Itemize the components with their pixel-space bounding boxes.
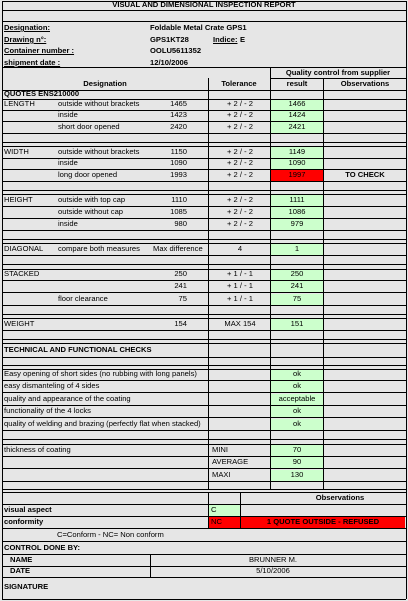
row-divider xyxy=(2,468,406,469)
length-row-nominal: 2420 xyxy=(170,122,187,131)
stacked-row-desc: floor clearance xyxy=(58,294,108,303)
row-divider xyxy=(2,444,406,445)
qc-supplier-header: Quality control from supplier xyxy=(285,68,391,77)
row-divider xyxy=(2,481,406,482)
length-row-result: 1466 xyxy=(288,99,306,108)
row-divider xyxy=(2,504,406,505)
height-row-nominal: 1085 xyxy=(170,207,187,216)
row-divider xyxy=(2,158,406,159)
coating-value: 90 xyxy=(292,457,302,466)
designation-header: Designation xyxy=(83,79,127,88)
length-row-desc: inside xyxy=(58,110,78,119)
coating-level: AVERAGE xyxy=(212,457,249,466)
report-title: VISUAL AND DIMENSIONAL INSPECTION REPORT xyxy=(112,0,296,9)
result-header: result xyxy=(286,79,308,88)
row-divider xyxy=(2,239,406,240)
conformity-label: conformity xyxy=(4,517,44,526)
row-divider xyxy=(2,492,406,493)
length-row-desc: outside without brackets xyxy=(58,99,140,108)
width-row-desc: long door opened xyxy=(58,170,118,179)
stacked-row-result: 75 xyxy=(292,294,302,303)
height-row-desc: outside without cap xyxy=(58,207,124,216)
row-divider xyxy=(2,67,406,68)
row-divider xyxy=(2,255,406,256)
check-label: easy dismanteling of 4 sides xyxy=(4,381,100,390)
length-row-nominal: 1465 xyxy=(170,99,187,108)
row-divider xyxy=(2,10,406,11)
row-divider xyxy=(2,577,406,578)
row-divider xyxy=(2,90,406,91)
width-row-desc: inside xyxy=(58,158,78,167)
weight-label: WEIGHT xyxy=(4,319,35,328)
control-date-value: 5/10/2006 xyxy=(256,566,290,575)
width-row-result: 1997 xyxy=(288,170,306,179)
row-divider xyxy=(2,541,406,542)
coating-level: MINI xyxy=(212,445,229,454)
height-row-nominal: 1110 xyxy=(171,195,187,204)
length-row-tolerance: + 2 / - 2 xyxy=(227,110,253,119)
length-label: LENGTH xyxy=(4,99,35,108)
check-result: ok xyxy=(292,406,302,415)
row-divider xyxy=(2,314,406,315)
row-divider xyxy=(2,292,406,293)
shipment-value: 12/10/2006 xyxy=(150,58,189,67)
row-divider xyxy=(2,343,406,344)
row-divider xyxy=(2,405,406,406)
check-label: quality and appearance of the coating xyxy=(4,394,131,403)
row-divider xyxy=(2,264,406,265)
shipment-label: shipment date : xyxy=(4,58,61,67)
diagonal-tolerance: 4 xyxy=(237,244,243,253)
length-row-desc: short door opened xyxy=(58,122,120,131)
diagonal-max-difference: Max difference xyxy=(153,244,203,253)
stacked-row-nominal: 250 xyxy=(174,269,187,278)
container-value: OOLU5611352 xyxy=(150,46,202,55)
height-row-result: 1086 xyxy=(288,207,306,216)
row-divider xyxy=(2,133,406,134)
check-label: quality of welding and brazing (perfectly flat when stacked) xyxy=(4,419,201,428)
row-divider xyxy=(2,430,406,431)
check-result: ok xyxy=(292,381,302,390)
conformity-code: NC xyxy=(211,517,222,526)
row-divider xyxy=(2,330,406,331)
height-row-tolerance: + 2 / - 2 xyxy=(227,195,253,204)
stacked-row-nominal: 241 xyxy=(174,281,187,290)
row-divider xyxy=(2,339,406,340)
result-column-divider xyxy=(270,67,271,489)
row-divider xyxy=(2,554,406,555)
sheet-right-border xyxy=(406,1,407,599)
diagonal-result: 1 xyxy=(294,244,300,253)
row-divider xyxy=(2,318,406,319)
drawing-label: Drawing n°: xyxy=(4,35,47,44)
stacked-row-tolerance: + 1 / - 1 xyxy=(227,294,253,303)
row-divider xyxy=(2,380,406,381)
check-result: ok xyxy=(292,419,302,428)
sheet-top-border xyxy=(2,1,406,2)
drawing-value: GPS1KT28 xyxy=(150,35,189,44)
height-row-desc: inside xyxy=(58,219,78,228)
designation-value: Foldable Metal Crate GPS1 xyxy=(150,23,247,32)
stacked-row-result: 250 xyxy=(290,269,304,278)
visual-aspect-code: C xyxy=(211,505,217,514)
diagonal-desc: compare both measures xyxy=(58,244,140,253)
row-divider xyxy=(2,516,406,517)
observation-column-divider xyxy=(323,78,324,489)
conformity-legend: C=Conform - NC= Non conform xyxy=(57,530,164,539)
row-divider xyxy=(2,110,406,111)
row-divider xyxy=(2,190,406,191)
row-divider xyxy=(2,269,406,270)
control-date-label: DATE xyxy=(10,566,31,575)
row-divider xyxy=(2,369,406,370)
row-divider xyxy=(270,78,406,79)
row-divider xyxy=(2,305,406,306)
height-row-desc: outside with top cap xyxy=(58,195,126,204)
tolerance-header: Tolerance xyxy=(221,79,257,88)
row-divider xyxy=(2,528,406,529)
width-row-desc: outside without brackets xyxy=(58,147,140,156)
sheet-left-border xyxy=(2,1,3,599)
row-divider xyxy=(2,181,406,182)
length-row-nominal: 1423 xyxy=(170,110,187,119)
row-divider xyxy=(2,280,406,281)
visual-aspect-label: visual aspect xyxy=(4,505,52,514)
row-divider xyxy=(2,392,406,393)
height-row-tolerance: + 2 / - 2 xyxy=(227,219,253,228)
control-divider xyxy=(150,554,151,577)
indice-value: E xyxy=(240,35,246,44)
width-row-observation: TO CHECK xyxy=(345,170,385,179)
row-divider xyxy=(2,194,406,195)
row-divider xyxy=(2,489,406,490)
sheet-bottom-border xyxy=(2,599,406,600)
conformity-observation: 1 QUOTE OUTSIDE - REFUSED xyxy=(266,517,380,526)
height-label: HEIGHT xyxy=(4,195,33,204)
row-divider xyxy=(2,566,406,567)
signature-label: SIGNATURE xyxy=(4,582,49,591)
row-divider xyxy=(2,21,406,22)
width-row-tolerance: + 2 / - 2 xyxy=(227,170,253,179)
stacked-row-nominal: 75 xyxy=(178,294,187,303)
check-label: functionality of the 4 locks xyxy=(4,406,91,415)
width-label: WIDTH xyxy=(4,147,29,156)
coating-label: thickness of coating xyxy=(4,445,71,454)
summary-observation-divider xyxy=(240,492,241,528)
row-divider xyxy=(2,169,406,170)
row-divider xyxy=(2,357,406,358)
row-divider xyxy=(2,230,406,231)
row-divider xyxy=(2,243,406,244)
height-row-tolerance: + 2 / - 2 xyxy=(227,207,253,216)
width-row-tolerance: + 2 / - 2 xyxy=(227,158,253,167)
designation-label: Designation: xyxy=(4,23,50,32)
width-row-nominal: 1993 xyxy=(170,170,187,179)
length-row-tolerance: + 2 / - 2 xyxy=(227,122,253,131)
check-label: Easy opening of short sides (no rubbing with long panels) xyxy=(4,369,197,378)
stacked-row-tolerance: + 1 / - 1 xyxy=(227,281,253,290)
stacked-row-result: 241 xyxy=(290,281,304,290)
control-name-value: BRUNNER M. xyxy=(248,555,298,564)
check-result: acceptable xyxy=(278,394,316,403)
row-divider xyxy=(2,365,406,366)
row-divider xyxy=(2,456,406,457)
check-result: ok xyxy=(292,369,302,378)
row-divider xyxy=(2,146,406,147)
row-divider xyxy=(2,142,406,143)
row-divider xyxy=(2,439,406,440)
stacked-row-tolerance: + 1 / - 1 xyxy=(227,269,253,278)
width-row-tolerance: + 2 / - 2 xyxy=(227,147,253,156)
length-row-result: 1424 xyxy=(288,110,306,119)
tolerance-column-divider xyxy=(208,78,209,489)
height-row-nominal: 980 xyxy=(174,219,187,228)
stacked-label: STACKED xyxy=(4,269,40,278)
weight-nominal: 154 xyxy=(174,319,187,328)
diagonal-label: DIAGONAL xyxy=(4,244,44,253)
coating-level: MAXI xyxy=(212,470,231,479)
height-row-result: 979 xyxy=(290,219,304,228)
summary-observations-header: Observations xyxy=(315,493,365,502)
observations-header: Observations xyxy=(340,79,390,88)
indice-label: Indice: xyxy=(213,35,238,44)
length-row-result: 2421 xyxy=(288,122,306,131)
row-divider xyxy=(2,99,406,100)
width-row-result: 1090 xyxy=(288,158,306,167)
width-row-nominal: 1090 xyxy=(170,158,187,167)
summary-code-divider xyxy=(208,492,209,528)
weight-result: 151 xyxy=(290,319,304,328)
coating-value: 70 xyxy=(292,445,302,454)
width-row-nominal: 1150 xyxy=(170,147,187,156)
width-row-result: 1149 xyxy=(288,147,306,156)
control-name-label: NAME xyxy=(10,555,33,564)
length-row-tolerance: + 2 / - 2 xyxy=(227,99,253,108)
row-divider xyxy=(2,218,406,219)
coating-value: 130 xyxy=(290,470,304,479)
weight-tolerance: MAX 154 xyxy=(224,319,256,328)
row-divider xyxy=(2,121,406,122)
technical-section-title: TECHNICAL AND FUNCTIONAL CHECKS xyxy=(4,345,152,354)
row-divider xyxy=(2,206,406,207)
control-title: CONTROL DONE BY: xyxy=(4,543,81,552)
quotes-section-title: QUOTES ENS210000 xyxy=(4,89,80,98)
row-divider xyxy=(2,417,406,418)
container-label: Container number : xyxy=(4,46,75,55)
height-row-result: 1111 xyxy=(289,195,305,204)
